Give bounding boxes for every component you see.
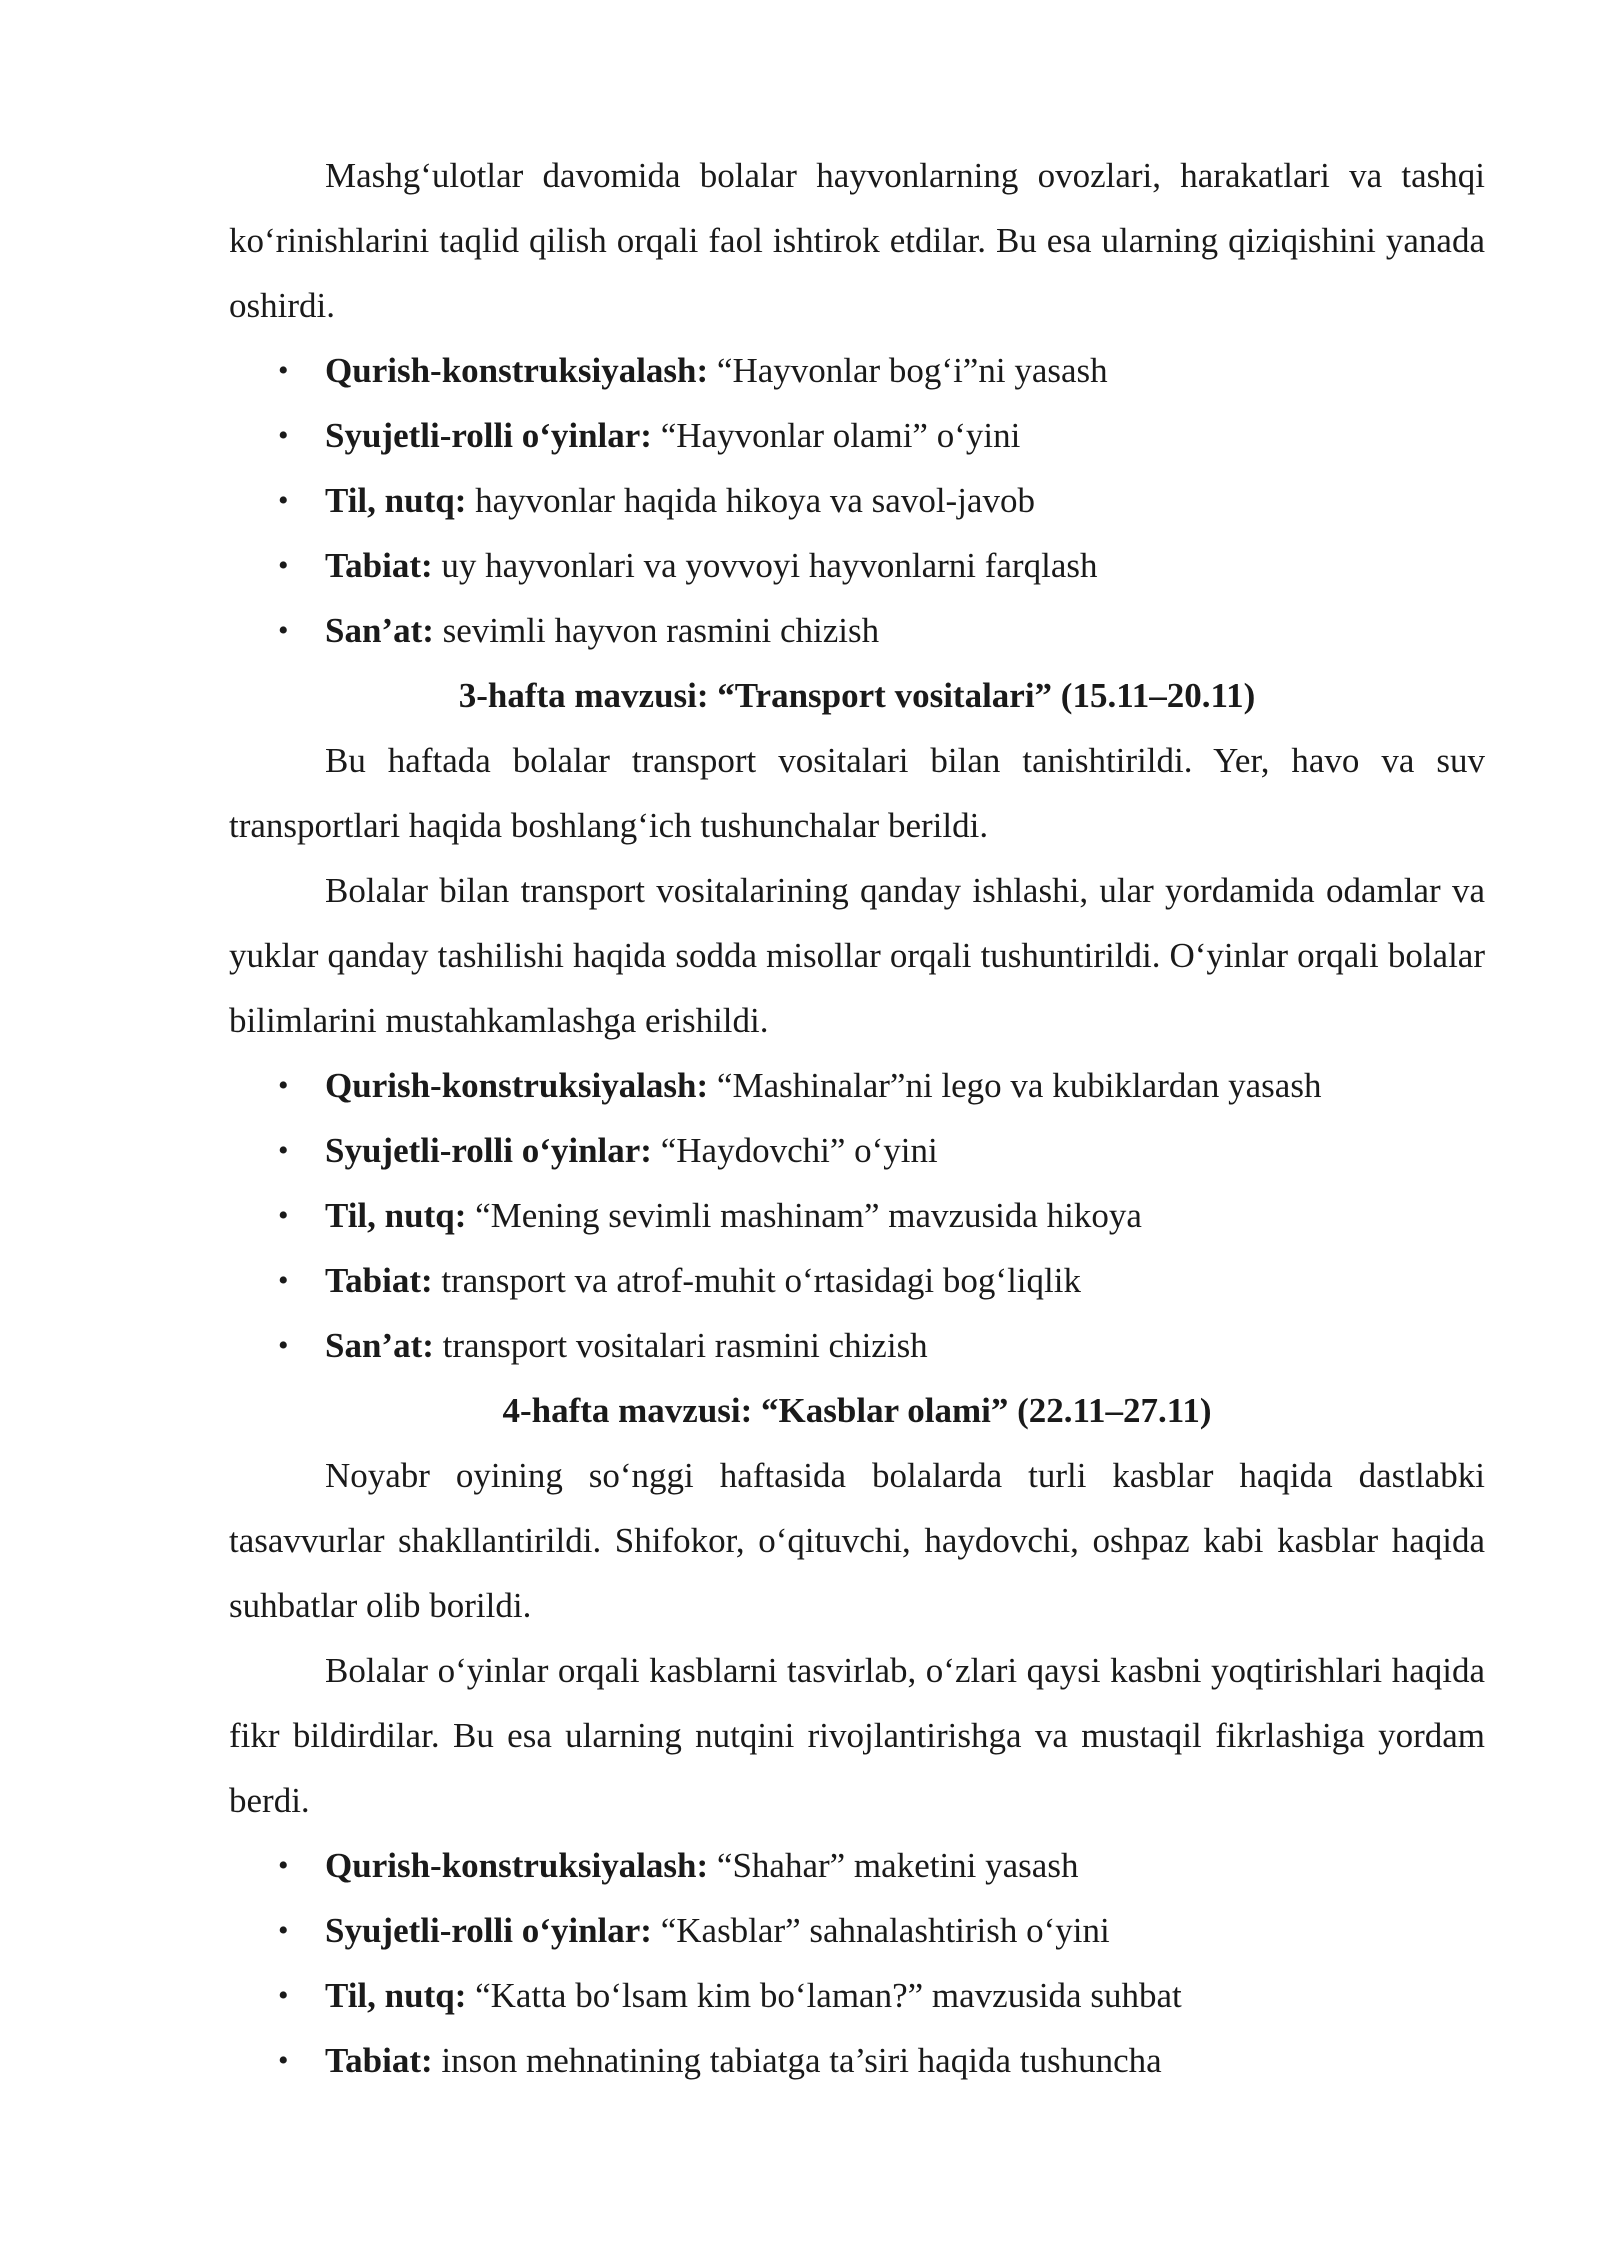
activity-text: “Mashinalar”ni lego va kubiklardan yasash xyxy=(716,1066,1322,1105)
activity-label: Syujetli-rolli o‘yinlar: xyxy=(325,416,652,455)
bullet-icon: • xyxy=(278,419,289,452)
list-item xyxy=(229,1183,1485,1248)
activity-text: uy hayvonlari va yovvoyi hayvonlarni farqlash xyxy=(441,546,1098,585)
list-item xyxy=(229,403,1485,468)
page-content xyxy=(229,143,1485,2093)
week3-heading: 3-hafta mavzusi: “Transport vositalari” (15.11–20.11) xyxy=(458,676,1256,715)
bullet-icon: • xyxy=(278,1199,289,1232)
activity-text: inson mehnatining tabiatga ta’siri haqida tushuncha xyxy=(441,2041,1162,2080)
week4-activity-list xyxy=(229,1833,1485,2093)
week3-paragraph-2: Bolalar bilan transport vositalarining qanday ishlashi, ular yordamida odamlar va yuklar qanday tashilishi haqida sodda misollar orqali tushuntirildi. O‘yinlar orqali bolalar bilimlarini mustahkamlashga erishildi. xyxy=(229,871,1485,1040)
activity-label: Tabiat: xyxy=(325,546,433,585)
bullet-icon: • xyxy=(278,1979,289,2012)
activity-text: “Hayvonlar bog‘i”ni yasash xyxy=(716,351,1108,390)
week4-paragraph-2: Bolalar o‘yinlar orqali kasblarni tasvirlab, o‘zlari qaysi kasbni yoqtirishlari haqida fikr bildirdilar. Bu esa ularning nutqini rivojlantirishga va mustaqil fikrlashiga yordam berdi. xyxy=(229,1651,1485,1820)
bullet-icon: • xyxy=(278,1914,289,1947)
bullet-icon: • xyxy=(278,484,289,517)
list-item xyxy=(229,1963,1485,2028)
list-item xyxy=(229,598,1485,663)
week2-activity-list xyxy=(229,338,1485,663)
activity-label: Qurish-konstruksiyalash: xyxy=(325,1846,709,1885)
intro-paragraph: Mashg‘ulotlar davomida bolalar hayvonlarning ovozlari, harakatlari va tashqi ko‘rinishlarini taqlid qilish orqali faol ishtirok etdilar. Bu esa ularning qiziqishini yanada oshirdi. xyxy=(229,156,1485,325)
activity-text: “Haydovchi” o‘yini xyxy=(660,1131,938,1170)
bullet-icon: • xyxy=(278,1849,289,1882)
activity-label: Qurish-konstruksiyalash: xyxy=(325,1066,709,1105)
week3-paragraph-1: Bu haftada bolalar transport vositalari bilan tanishtirildi. Yer, havo va suv transportlari haqida boshlang‘ich tushunchalar berildi. xyxy=(229,741,1485,845)
activity-text: transport vositalari rasmini chizish xyxy=(442,1326,928,1365)
activity-label: Tabiat: xyxy=(325,2041,433,2080)
bullet-icon: • xyxy=(278,2044,289,2077)
list-item xyxy=(229,1833,1485,1898)
activity-label: Tabiat: xyxy=(325,1261,433,1300)
list-item xyxy=(229,1118,1485,1183)
activity-label: Qurish-konstruksiyalash: xyxy=(325,351,709,390)
bullet-icon: • xyxy=(278,1134,289,1167)
list-item xyxy=(229,1248,1485,1313)
bullet-icon: • xyxy=(278,354,289,387)
week4-paragraph-1: Noyabr oyining so‘nggi haftasida bolalarda turli kasblar haqida dastlabki tasavvurlar shakllantirildi. Shifokor, o‘qituvchi, haydovchi, oshpaz kabi kasblar haqida suhbatlar olib borildi. xyxy=(229,1456,1485,1625)
list-item xyxy=(229,338,1485,403)
activity-label: Syujetli-rolli o‘yinlar: xyxy=(325,1131,652,1170)
bullet-icon: • xyxy=(278,1329,289,1362)
activity-text: transport va atrof-muhit o‘rtasidagi bog‘liqlik xyxy=(441,1261,1081,1300)
list-item xyxy=(229,468,1485,533)
bullet-icon: • xyxy=(278,1264,289,1297)
list-item xyxy=(229,533,1485,598)
list-item xyxy=(229,2028,1485,2093)
activity-text: hayvonlar haqida hikoya va savol-javob xyxy=(475,481,1035,520)
activity-text: “Katta bo‘lsam kim bo‘laman?” mavzusida suhbat xyxy=(475,1976,1182,2015)
bullet-icon: • xyxy=(278,549,289,582)
activity-label: Syujetli-rolli o‘yinlar: xyxy=(325,1911,652,1950)
week3-activity-list xyxy=(229,1053,1485,1378)
activity-text: “Kasblar” sahnalashtirish o‘yini xyxy=(660,1911,1110,1950)
list-item xyxy=(229,1053,1485,1118)
list-item xyxy=(229,1313,1485,1378)
activity-label: Til, nutq: xyxy=(325,1976,467,2015)
activity-label: San’at: xyxy=(325,611,434,650)
activity-label: San’at: xyxy=(325,1326,434,1365)
bullet-icon: • xyxy=(278,1069,289,1102)
activity-text: “Shahar” maketini yasash xyxy=(716,1846,1079,1885)
bullet-icon: • xyxy=(278,614,289,647)
activity-text: sevimli hayvon rasmini chizish xyxy=(442,611,880,650)
list-item xyxy=(229,1898,1485,1963)
activity-text: “Hayvonlar olami” o‘yini xyxy=(660,416,1021,455)
activity-label: Til, nutq: xyxy=(325,1196,467,1235)
week4-heading: 4-hafta mavzusi: “Kasblar olami” (22.11–27.11) xyxy=(502,1391,1212,1430)
activity-text: “Mening sevimli mashinam” mavzusida hikoya xyxy=(475,1196,1142,1235)
activity-label: Til, nutq: xyxy=(325,481,467,520)
